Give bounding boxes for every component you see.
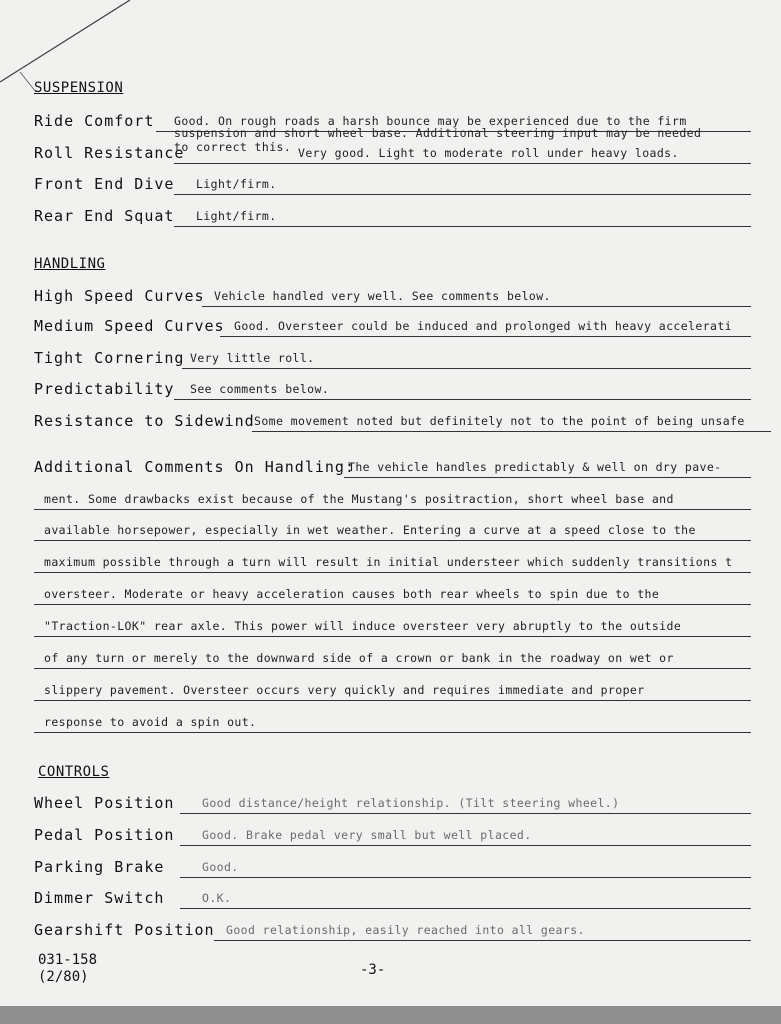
parking-brake-value: Good. — [202, 860, 239, 874]
field-pedal-position — [34, 824, 751, 846]
scan-bottom-edge — [0, 1006, 781, 1024]
field-gearshift-position — [34, 919, 751, 941]
field-high-speed-curves — [34, 285, 751, 307]
additional-comments-row — [34, 488, 751, 510]
field-predictability — [34, 378, 751, 400]
field-tight-cornering — [34, 347, 751, 369]
field-underline — [174, 226, 751, 227]
additional-comments-row — [34, 647, 751, 669]
page-number: -3- — [360, 962, 386, 978]
field-medium-speed-curves — [34, 315, 751, 337]
field-underline — [34, 604, 751, 605]
field-underline — [174, 399, 751, 400]
pedal-position-label: Pedal Position — [34, 826, 175, 844]
ride-comfort-value: Good. On rough roads a harsh bounce may be experienced due to the firm — [174, 114, 687, 128]
wheel-position-value: Good distance/height relationship. (Tilt steering wheel.) — [202, 796, 620, 810]
tight-cornering-label: Tight Cornering — [34, 349, 185, 367]
field-underline — [252, 431, 771, 432]
field-underline — [34, 668, 751, 669]
field-front-end-dive — [34, 173, 751, 195]
field-underline — [220, 336, 751, 337]
additional-comments-row — [34, 679, 751, 701]
additional-comments-line-3: available horsepower, especially in wet weather. Entering a curve at a speed close to the — [44, 523, 696, 537]
dimmer-switch-value: O.K. — [202, 891, 232, 905]
gearshift-position-label: Gearshift Position — [34, 921, 215, 939]
field-underline — [180, 908, 751, 909]
field-parking-brake — [34, 856, 751, 878]
additional-comments-line-1: The vehicle handles predictably & well on dry pave- — [348, 460, 722, 474]
field-wheel-position — [34, 792, 751, 814]
roll-resistance-label: Roll Resistance — [34, 144, 185, 162]
field-underline — [180, 813, 751, 814]
additional-comments-row — [34, 551, 751, 573]
field-underline — [34, 509, 751, 510]
field-roll-resistance — [34, 142, 751, 164]
medium-speed-curves-label: Medium Speed Curves — [34, 317, 225, 335]
field-underline — [34, 572, 751, 573]
rear-end-squat-label: Rear End Squat — [34, 207, 175, 225]
field-dimmer-switch — [34, 887, 751, 909]
front-end-dive-label: Front End Dive — [34, 175, 175, 193]
ride-comfort-label: Ride Comfort — [34, 112, 155, 130]
field-underline — [34, 540, 751, 541]
additional-comments-line-9: response to avoid a spin out. — [44, 715, 257, 729]
predictability-label: Predictability — [34, 380, 175, 398]
medium-speed-curves-value: Good. Oversteer could be induced and prolonged with heavy accelerati — [234, 319, 733, 333]
field-underline — [174, 194, 751, 195]
field-underline — [174, 163, 751, 164]
additional-comments-label: Additional Comments On Handling: — [34, 458, 355, 476]
rear-end-squat-value: Light/firm. — [196, 209, 277, 223]
form-date: (2/80) — [38, 969, 89, 985]
field-underline — [202, 306, 751, 307]
ride-comfort-continuation — [34, 122, 751, 144]
field-underline — [34, 700, 751, 701]
wheel-position-label: Wheel Position — [34, 794, 175, 812]
field-underline — [180, 877, 751, 878]
form-number: 031-158 — [38, 952, 98, 968]
field-underline — [214, 940, 751, 941]
pedal-position-value: Good. Brake pedal very small but well placed. — [202, 828, 532, 842]
field-underline — [34, 732, 751, 733]
additional-comments-line-6: "Traction-LOK" rear axle. This power will induce oversteer very abruptly to the outside — [44, 619, 682, 633]
front-end-dive-value: Light/firm. — [196, 177, 277, 191]
predictability-value: See comments below. — [190, 382, 330, 396]
section-heading-suspension: SUSPENSION — [34, 80, 124, 96]
field-additional-comments — [34, 456, 751, 478]
high-speed-curves-label: High Speed Curves — [34, 287, 205, 305]
field-underline — [344, 477, 751, 478]
tight-cornering-value: Very little roll. — [190, 351, 315, 365]
field-resistance-to-sidewind — [34, 410, 751, 432]
ride-comfort-value-line-2: suspension and short wheel base. Additional steering input may be needed — [174, 126, 702, 140]
dimmer-switch-label: Dimmer Switch — [34, 889, 165, 907]
section-heading-handling: HANDLING — [34, 256, 106, 272]
gearshift-position-value: Good relationship, easily reached into all gears. — [226, 923, 585, 937]
roll-resistance-value: Very good. Light to moderate roll under heavy loads. — [298, 146, 679, 160]
parking-brake-label: Parking Brake — [34, 858, 165, 876]
resistance-to-sidewind-value: Some movement noted but definitely not to the point of being unsafe — [254, 414, 745, 428]
field-rear-end-squat — [34, 205, 751, 227]
field-underline — [182, 368, 751, 369]
additional-comments-row — [34, 615, 751, 637]
resistance-to-sidewind-label: Resistance to Sidewind — [34, 412, 255, 430]
ride-comfort-value-line-3: to correct this. — [174, 140, 292, 154]
additional-comments-line-2: ment. Some drawbacks exist because of the Mustang's positraction, short wheel base and — [44, 492, 674, 506]
high-speed-curves-value: Vehicle handled very well. See comments below. — [214, 289, 551, 303]
additional-comments-row — [34, 519, 751, 541]
field-underline — [34, 636, 751, 637]
additional-comments-line-4: maximum possible through a turn will result in initial understeer which suddenly transitions t — [44, 555, 733, 569]
additional-comments-line-8: slippery pavement. Oversteer occurs very quickly and requires immediate and proper — [44, 683, 645, 697]
section-heading-controls: CONTROLS — [38, 764, 110, 780]
additional-comments-row — [34, 711, 751, 733]
additional-comments-line-7: of any turn or merely to the downward side of a crown or bank in the roadway on wet or — [44, 651, 674, 665]
additional-comments-line-5: oversteer. Moderate or heavy acceleration causes both rear wheels to spin due to the — [44, 587, 660, 601]
additional-comments-row — [34, 583, 751, 605]
field-underline — [180, 845, 751, 846]
